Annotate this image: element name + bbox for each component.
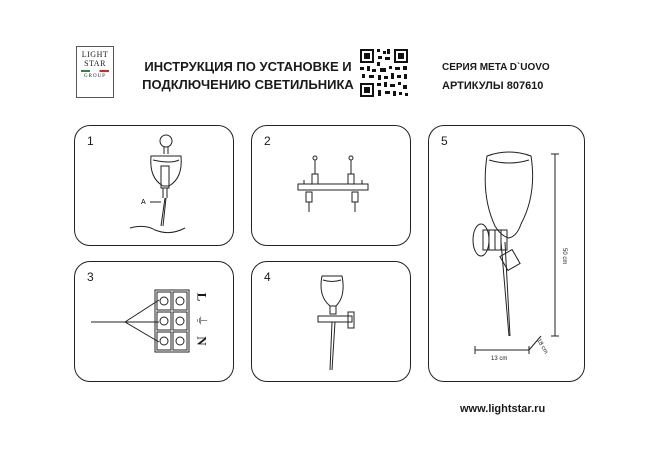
logo-text-star: STAR — [84, 59, 106, 68]
terminal-label-l: L — [194, 292, 210, 302]
title-line-2: ПОДКЛЮЧЕНИЮ СВЕТИЛЬНИКА — [142, 77, 354, 92]
brand-logo — [76, 46, 114, 98]
series-label: СЕРИЯ META D`UOVO — [442, 62, 550, 73]
dim-depth-label: 18 cm — [535, 338, 549, 356]
qr-code-icon — [358, 47, 410, 99]
document-title — [138, 58, 358, 94]
step-5-illustration — [429, 126, 586, 383]
dim-height-label: 50 cm — [561, 248, 567, 265]
logo-text-light: LIGHT — [81, 50, 109, 59]
step-4-illustration — [252, 262, 412, 383]
step-3-panel — [74, 261, 234, 382]
step-2-illustration — [252, 126, 412, 247]
step-number: 3 — [87, 270, 94, 284]
article-label: АРТИКУЛЫ 807610 — [442, 80, 544, 92]
step-number: 5 — [441, 134, 448, 148]
step-5-panel — [428, 125, 585, 382]
step-4-panel — [251, 261, 411, 382]
step-number: 1 — [87, 134, 94, 148]
step-number: 4 — [264, 270, 271, 284]
step-1-panel — [74, 125, 234, 246]
logo-stripe — [81, 70, 109, 72]
terminal-label-n: N — [194, 336, 210, 346]
website-link[interactable]: www.lightstar.ru — [460, 403, 546, 415]
dim-width-label: 13 cm — [491, 356, 508, 362]
terminal-label-ground: ⏚ — [194, 314, 209, 327]
logo-text-group: GROUP — [84, 74, 106, 79]
step-3-illustration — [75, 262, 235, 383]
title-line-1: ИНСТРУКЦИЯ ПО УСТАНОВКЕ И — [144, 59, 352, 74]
step-2-panel — [251, 125, 411, 246]
step-1-illustration — [75, 126, 235, 247]
step-number: 2 — [264, 134, 271, 148]
label-a: A — [141, 199, 146, 206]
